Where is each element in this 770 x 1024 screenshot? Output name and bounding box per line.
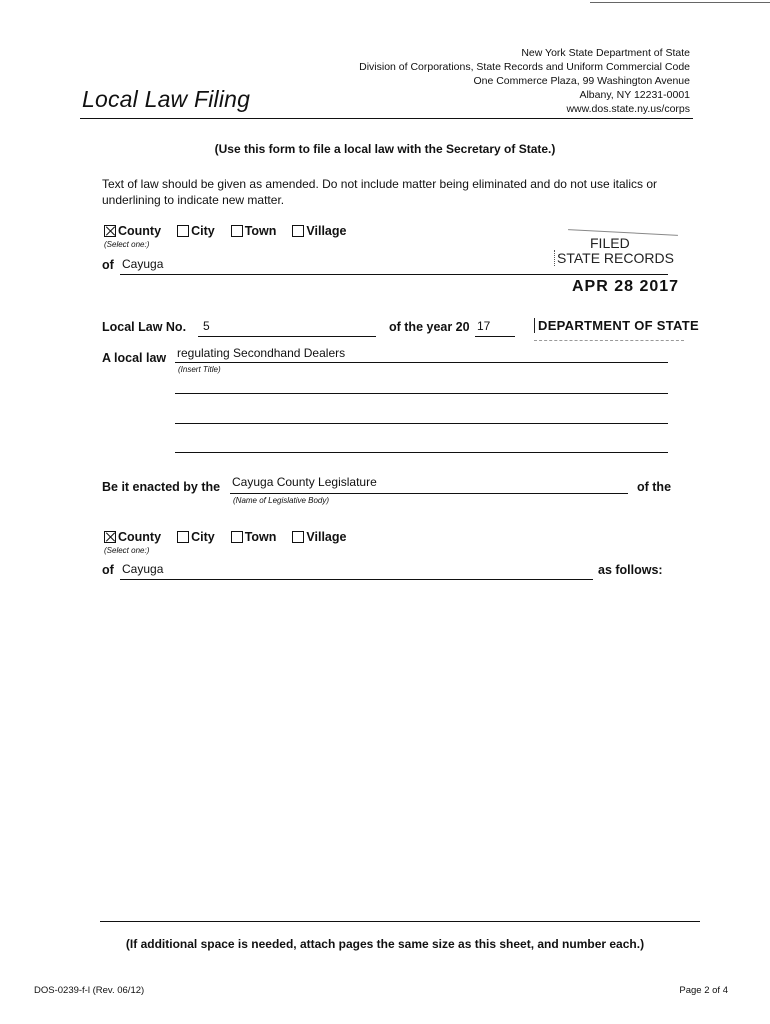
title-continuation-line[interactable] — [175, 393, 668, 394]
option-label: Village — [306, 224, 347, 238]
stamp-date: APR 28 2017 — [572, 278, 680, 295]
checkbox-city[interactable] — [177, 531, 189, 543]
title-continuation-line[interactable] — [175, 423, 668, 424]
additional-space-note: (If additional space is needed, attach pages the same size as this sheet, and number each.) — [125, 937, 645, 951]
form-instruction: (Use this form to file a local law with the Secretary of State.) — [214, 142, 556, 156]
option-label: Town — [244, 530, 277, 544]
option-county[interactable] — [104, 530, 161, 544]
stamp-line — [534, 340, 684, 341]
agency-line: Albany, NY 12231-0001 — [579, 89, 690, 101]
option-label: County — [118, 530, 162, 544]
law-text-area[interactable] — [100, 600, 700, 910]
agency-website: www.dos.state.ny.us/corps — [566, 103, 690, 115]
legislative-body-field[interactable]: Cayuga County Legislature — [232, 475, 377, 489]
local-law-number-label: Local Law No. — [102, 320, 187, 334]
of-the-label: of the — [637, 480, 672, 494]
option-label: Town — [244, 224, 277, 238]
checkbox-village[interactable] — [292, 225, 304, 237]
form-id: DOS-0239-f-l (Rev. 06/12) — [34, 985, 145, 996]
option-village[interactable] — [292, 530, 346, 544]
local-law-label: A local law — [102, 351, 167, 365]
option-city[interactable] — [177, 224, 215, 238]
stamp-filed: FILED — [590, 235, 630, 251]
legislative-body-hint: (Name of Legislative Body) — [233, 496, 330, 505]
option-city[interactable] — [177, 530, 215, 544]
form-title: Local Law Filing — [82, 86, 251, 112]
page-number: Page 2 of 4 — [679, 985, 728, 996]
checkbox-town[interactable] — [231, 531, 243, 543]
municipality-name-field-2[interactable]: Cayuga — [122, 562, 164, 576]
checkbox-village[interactable] — [292, 531, 304, 543]
amendment-note: Text of law should be given as amended. Do not include matter being eliminated and do not use italics or underlining to indicate new matter. — [102, 177, 657, 207]
law-number-underline — [198, 336, 376, 337]
option-town[interactable] — [231, 530, 277, 544]
law-title-underline — [175, 362, 668, 363]
option-label: City — [191, 530, 215, 544]
insert-title-hint: (Insert Title) — [178, 365, 221, 374]
option-label: City — [191, 224, 215, 238]
checkbox-county[interactable] — [104, 531, 116, 543]
checkbox-county[interactable] — [104, 225, 116, 237]
legislative-body-underline — [230, 493, 628, 494]
title-divider — [80, 118, 693, 119]
agency-line: Division of Corporations, State Records and Uniform Commercial Code — [359, 61, 690, 73]
option-label: County — [118, 224, 162, 238]
footer-divider — [100, 921, 700, 922]
option-village[interactable] — [292, 224, 346, 238]
enacted-by-label: Be it enacted by the — [102, 480, 221, 494]
scan-edge-mark — [590, 2, 770, 3]
title-continuation-line[interactable] — [175, 452, 668, 453]
year-label: of the year 20 — [389, 320, 470, 334]
checkbox-town[interactable] — [231, 225, 243, 237]
municipality-type-group — [104, 224, 362, 238]
law-title-field[interactable]: regulating Secondhand Dealers — [177, 346, 346, 360]
as-follows-label: as follows: — [598, 563, 663, 577]
option-town[interactable] — [231, 224, 277, 238]
filed-stamp — [532, 226, 702, 351]
municipality-name-field[interactable]: Cayuga — [122, 257, 164, 271]
stamp-records: STATE RECORDS — [554, 250, 674, 266]
agency-line: New York State Department of State — [521, 47, 690, 59]
year-underline — [475, 336, 515, 337]
of-label: of — [102, 258, 114, 272]
checkbox-city[interactable] — [177, 225, 189, 237]
municipality-type-group-2 — [104, 530, 362, 544]
of-label: of — [102, 563, 114, 577]
agency-line: One Commerce Plaza, 99 Washington Avenue — [473, 75, 690, 87]
option-county[interactable] — [104, 224, 161, 238]
option-label: Village — [306, 530, 347, 544]
year-field[interactable]: 17 — [477, 319, 491, 333]
local-law-number-field[interactable]: 5 — [203, 319, 210, 333]
agency-address-block — [359, 46, 690, 116]
stamp-department: DEPARTMENT OF STATE — [534, 318, 699, 333]
municipality-name-underline — [120, 579, 593, 580]
select-one-hint: (Select one:) — [104, 546, 150, 555]
select-one-hint: (Select one:) — [104, 240, 150, 249]
